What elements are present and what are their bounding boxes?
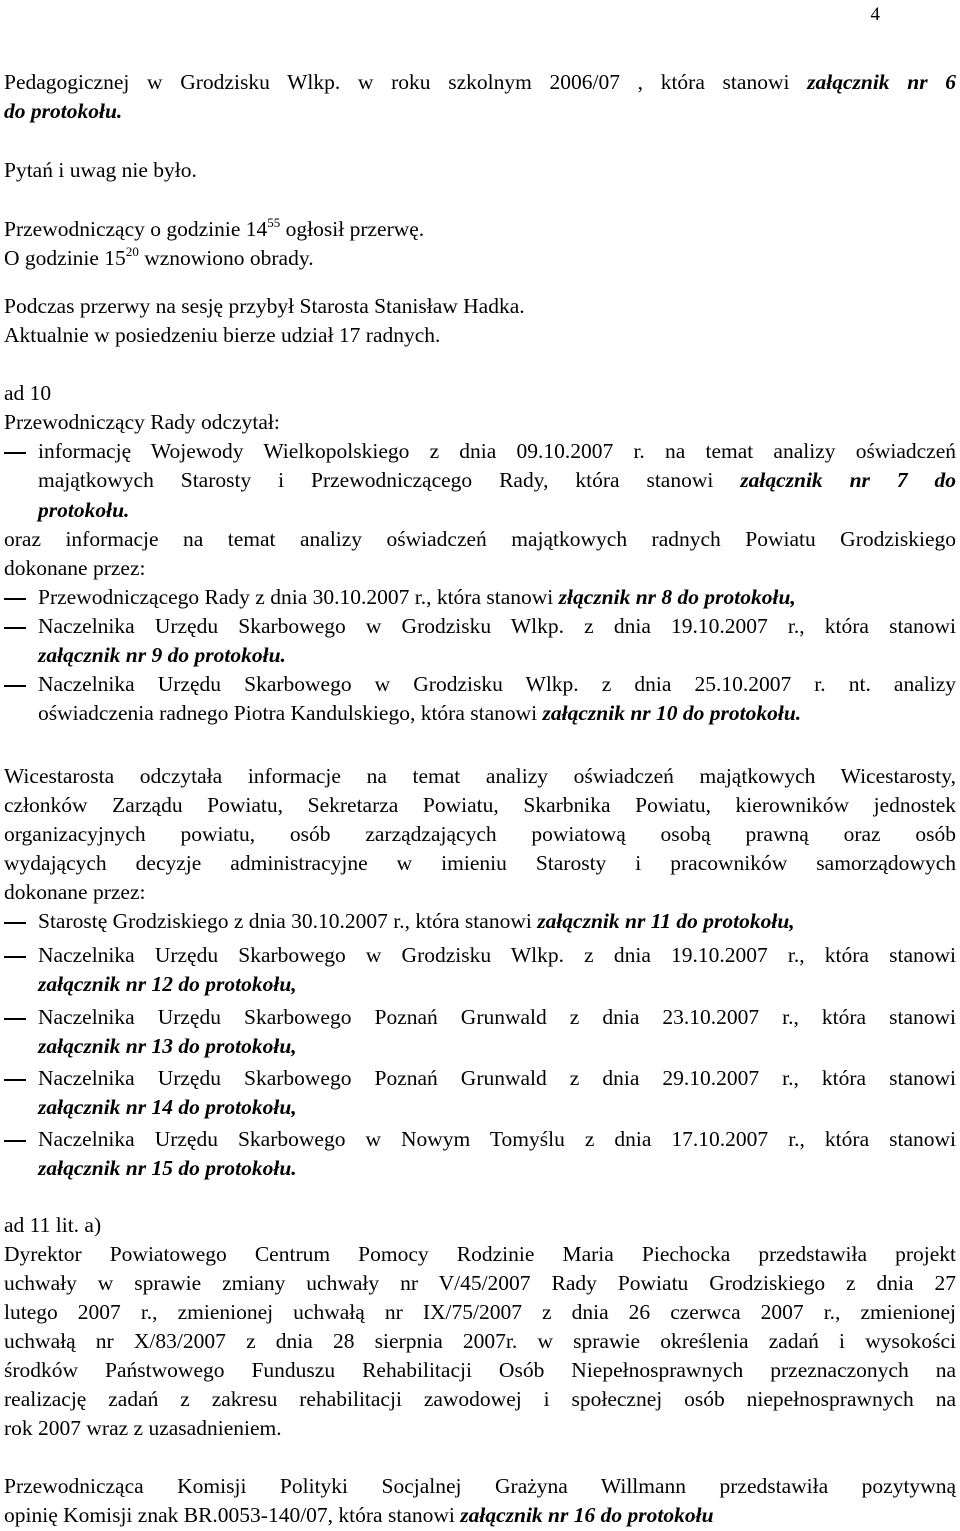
text-line: uchwałą nr X/83/2007 z dnia 28 sierpnia 2007r. w sprawie określenia zadań i wysokości [4,1329,956,1353]
text-line: organizacyjnych powiatu, osób zarządzających powiatową osobą prawną oraz osób [4,822,956,846]
text-line: środków Państwowego Funduszu Rehabilitacji Osób Niepełnosprawnych przeznaczonych na [4,1358,956,1382]
text-span: Przewodniczącego Rady z dnia 30.10.2007 r., która stanowi [38,585,559,609]
text-line: Przewodniczący Rady odczytał: [4,410,280,434]
text-line: Naczelnika Urzędu Skarbowego w Grodzisku Wlkp. z dnia 25.10.2007 r. nt. analizy [38,672,956,696]
attachment-reference: załącznik nr 7 do [740,468,956,492]
text-line: Naczelnika Urzędu Skarbowego Poznań Grunwald z dnia 23.10.2007 r., która stanowi [38,1005,956,1029]
text-line: informację Wojewody Wielkopolskiego z dnia 09.10.2007 r. na temat analizy oświadczeń [38,439,956,463]
text-span: ogłosił przerwę. [280,217,425,241]
attachment-reference: protokołu. [38,498,130,522]
text-line [4,68,956,97]
text-line [4,97,956,126]
attachment-reference: załącznik nr 15 do protokołu. [38,1156,297,1180]
text-line [38,699,956,728]
text-span: Pedagogicznej w Grodzisku Wlkp. w roku szkolnym 2006/07 , która stanowi [4,70,808,94]
list-dash [4,685,26,687]
text-line [4,215,956,244]
text-span: majątkowych Starosty i Przewodniczącego Rady, która stanowi [38,468,741,492]
attachment-reference: załącznik nr 9 do protokołu. [38,643,286,667]
no-questions-note: Pytań i uwag nie było. [4,158,197,182]
list-dash [4,1079,26,1081]
text-line [38,583,956,612]
text-line [38,496,956,525]
text-line: członków Zarządu Powiatu, Sekretarza Powiatu, Skarbnika Powiatu, kierowników jednostek [4,793,956,817]
text-line [38,1093,956,1122]
text-line: Aktualnie w posiedzeniu bierze udział 17 radnych. [4,323,441,347]
section-heading: ad 11 lit. a) [4,1213,102,1237]
text-line: wydających decyzje administracyjne w imieniu Starosty i pracowników samorządowych [4,851,956,875]
text-line: realizację zadań z zakresu rehabilitacji zawodowej i społecznej osób niepełnosprawnych na [4,1387,956,1411]
text-span: oświadczenia radnego Piotra Kandulskiego, która stanowi [38,701,543,725]
text-line: lutego 2007 r., zmienionej uchwałą nr IX/75/2007 z dnia 26 czerwca 2007 r., zmienionej [4,1300,956,1324]
text-line: dokonane przez: [4,880,146,904]
list-dash [4,452,26,454]
page-number: 4 [870,4,880,25]
list-dash [4,922,26,924]
text-line: Wicestarosta odczytała informacje na temat analizy oświadczeń majątkowych Wicestarosty, [4,764,956,788]
text-line [38,907,956,936]
attachment-reference: załącznik nr 6 [807,70,956,94]
text-line: uchwały w sprawie zmiany uchwały nr V/45/2007 Rady Powiatu Grodziskiego z dnia 27 [4,1271,956,1295]
text-line [38,970,956,999]
text-line: Naczelnika Urzędu Skarbowego Poznań Grunwald z dnia 29.10.2007 r., która stanowi [38,1066,956,1090]
text-line: Podczas przerwy na sesję przybył Starosta Stanisław Hadka. [4,294,525,318]
text-line: Naczelnika Urzędu Skarbowego w Grodzisku Wlkp. z dnia 19.10.2007 r., która stanowi [38,614,956,638]
text-line [4,1501,956,1530]
time-minutes: 20 [125,244,139,259]
attachment-reference: załącznik nr 13 do protokołu, [38,1034,297,1058]
text-line [38,641,956,670]
attachment-reference: złącznik nr 8 do protokołu, [558,585,796,609]
text-line: dokonane przez: [4,556,146,580]
text-span: O godzinie 15 [4,246,126,270]
list-dash [4,598,26,600]
section-heading: ad 10 [4,381,52,405]
attachment-reference: załącznik nr 12 do protokołu, [38,972,297,996]
list-dash [4,1018,26,1020]
text-line: Dyrektor Powiatowego Centrum Pomocy Rodzinie Maria Piechocka przedstawiła projekt [4,1242,956,1266]
text-line: Przewodnicząca Komisji Polityki Socjalnej Grażyna Willmann przedstawiła pozytywną [4,1474,956,1498]
list-dash [4,627,26,629]
attachment-reference: załącznik nr 10 do protokołu. [542,701,802,725]
attachment-reference: załącznik nr 11 do protokołu, [537,909,795,933]
text-line: oraz informacje na temat analizy oświadczeń majątkowych radnych Powiatu Grodziskiego [4,527,956,551]
text-line: rok 2007 wraz z uzasadnieniem. [4,1416,282,1440]
attachment-reference: załącznik nr 14 do protokołu, [38,1095,297,1119]
list-dash [4,956,26,958]
text-span: Przewodniczący o godzinie 14 [4,217,268,241]
text-line: Naczelnika Urzędu Skarbowego w Grodzisku Wlkp. z dnia 19.10.2007 r., która stanowi [38,943,956,967]
attachment-reference: załącznik nr 16 do protokołu [460,1503,714,1527]
text-span: opinię Komisji znak BR.0053-140/07, która stanowi [4,1503,461,1527]
list-dash [4,1140,26,1142]
text-line [38,1032,956,1061]
text-line [38,1154,956,1183]
text-line [38,466,956,495]
text-span: wznowiono obrady. [138,246,314,270]
time-minutes: 55 [267,215,281,230]
text-line [4,244,956,273]
text-span: Starostę Grodziskiego z dnia 30.10.2007 r., która stanowi [38,909,538,933]
attachment-reference: do protokołu. [4,99,123,123]
text-line: Naczelnika Urzędu Skarbowego w Nowym Tomyślu z dnia 17.10.2007 r., która stanowi [38,1127,956,1151]
